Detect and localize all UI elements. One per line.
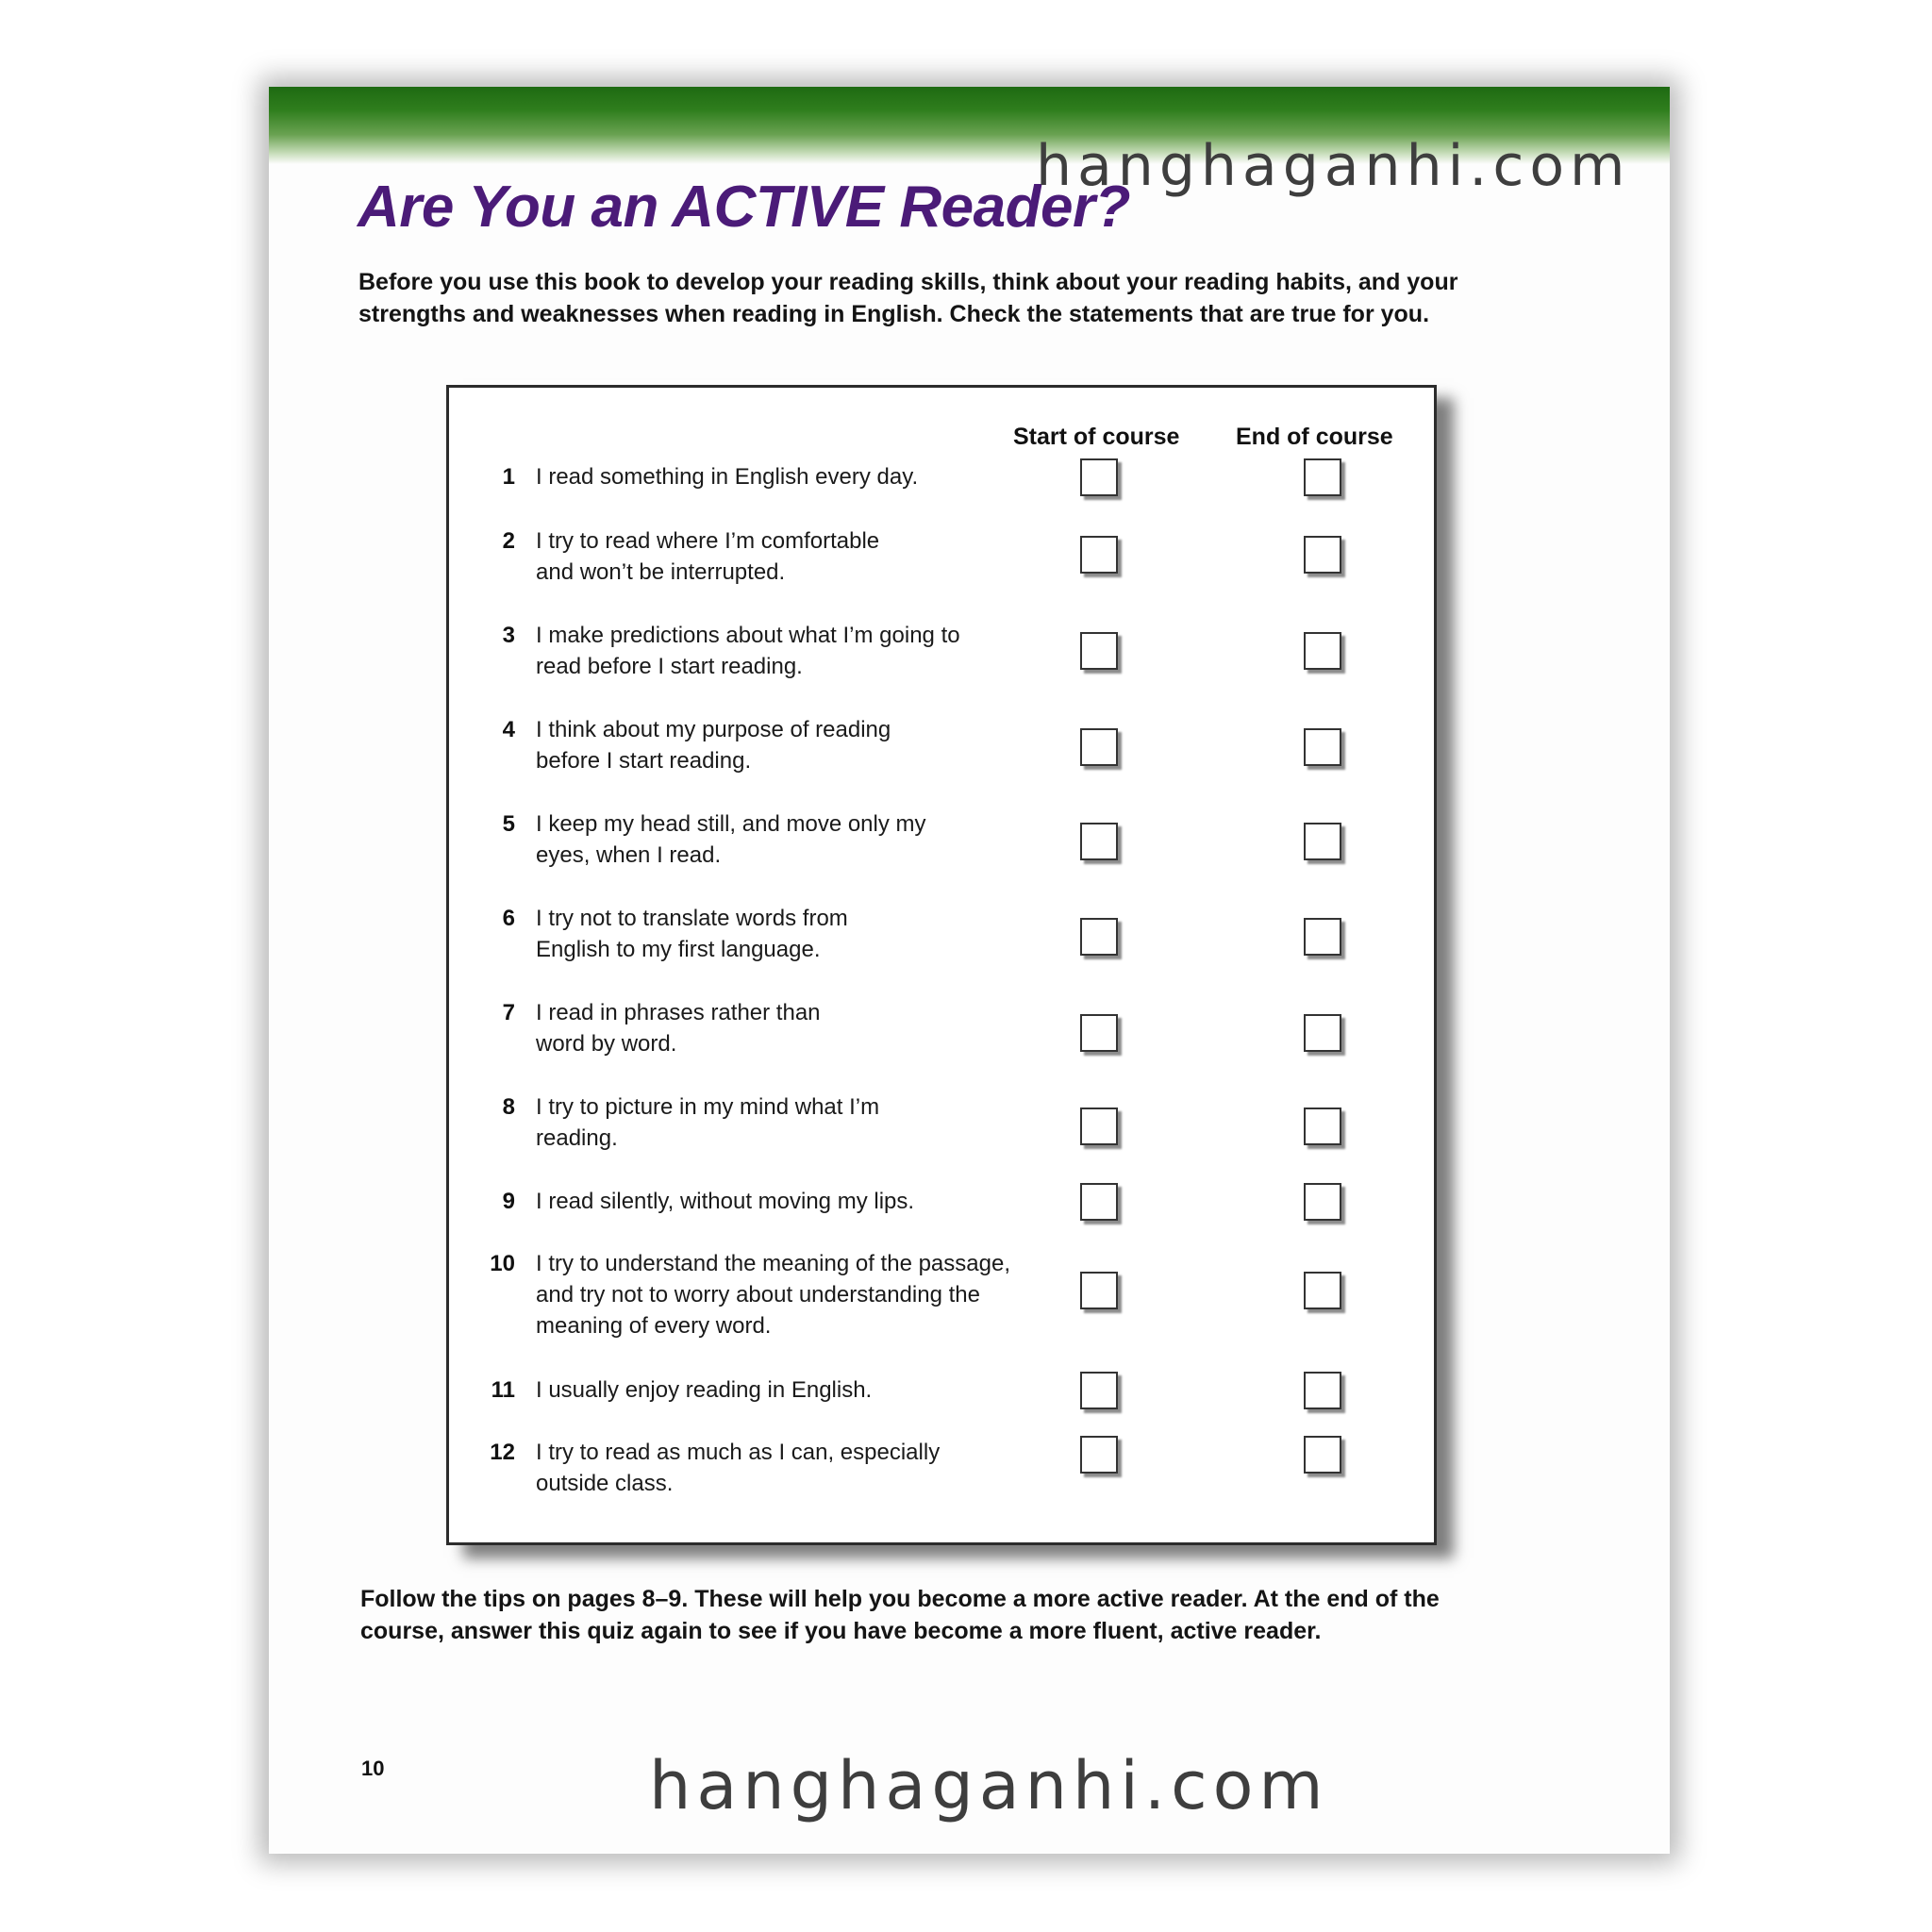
item-statement: I try to understand the meaning of the passage, and try not to worry about understanding the meaning of every word.: [536, 1251, 1010, 1339]
item-statement: I try to read where I’m comfortable and won’t be interrupted.: [536, 528, 880, 585]
item-number: 5: [502, 811, 515, 837]
footer-text: Follow the tips on pages 8–9. These will help you become a more active reader. At the end of the course, answer this quiz again to see if you have become a more fluent, active reader.: [360, 1586, 1440, 1644]
item-statement: I try to picture in my mind what I’m reading.: [536, 1094, 880, 1151]
end-of-course-checkbox[interactable]: [1304, 1272, 1341, 1309]
start-of-course-checkbox[interactable]: [1080, 1183, 1118, 1221]
item-number: 2: [502, 528, 515, 554]
start-of-course-checkbox[interactable]: [1080, 823, 1118, 860]
start-of-course-checkbox[interactable]: [1080, 1108, 1118, 1145]
item-number: 6: [502, 906, 515, 931]
page-number: 10: [361, 1757, 385, 1780]
item-number: 8: [502, 1094, 515, 1120]
item-number: 10: [490, 1251, 515, 1276]
item-number: 9: [502, 1189, 515, 1214]
intro-text: Before you use this book to develop your reading skills, think about your reading habits, and your strengths and weaknesses when reading in English. Check the statements that are true for you.: [358, 269, 1458, 327]
start-of-course-checkbox[interactable]: [1080, 458, 1118, 496]
start-of-course-checkbox[interactable]: [1080, 1436, 1118, 1474]
item-number: 1: [502, 464, 515, 490]
watermark-bottom: hanghaganhi.com: [649, 1747, 1329, 1824]
item-statement: I read in phrases rather than word by word.: [536, 1000, 821, 1057]
item-statement: I read something in English every day.: [536, 464, 919, 490]
end-of-course-checkbox[interactable]: [1304, 1183, 1341, 1221]
end-of-course-checkbox[interactable]: [1304, 823, 1341, 860]
start-of-course-checkbox[interactable]: [1080, 1372, 1118, 1409]
quiz-box: [446, 385, 1437, 1545]
item-statement: I read silently, without moving my lips.: [536, 1189, 915, 1214]
end-of-course-checkbox[interactable]: [1304, 728, 1341, 766]
watermark-top: hanghaganhi.com: [1036, 133, 1631, 199]
item-number: 3: [502, 623, 515, 648]
end-of-course-checkbox[interactable]: [1304, 1372, 1341, 1409]
start-of-course-checkbox[interactable]: [1080, 918, 1118, 956]
start-of-course-checkbox[interactable]: [1080, 536, 1118, 574]
end-of-course-checkbox[interactable]: [1304, 632, 1341, 670]
book-page: [269, 87, 1670, 1854]
page-title: Are You an ACTIVE Reader?: [358, 175, 1130, 240]
start-of-course-checkbox[interactable]: [1080, 1014, 1118, 1052]
item-statement: I try to read as much as I can, especially outside class.: [536, 1440, 941, 1496]
column-header-start: Start of course: [1013, 424, 1180, 450]
item-statement: I keep my head still, and move only my eyes, when I read.: [536, 811, 926, 868]
item-statement: I try not to translate words from English to my first language.: [536, 906, 848, 962]
item-statement: I think about my purpose of reading before I start reading.: [536, 717, 891, 774]
end-of-course-checkbox[interactable]: [1304, 458, 1341, 496]
end-of-course-checkbox[interactable]: [1304, 1436, 1341, 1474]
item-number: 4: [502, 717, 515, 742]
item-number: 7: [502, 1000, 515, 1025]
start-of-course-checkbox[interactable]: [1080, 632, 1118, 670]
end-of-course-checkbox[interactable]: [1304, 918, 1341, 956]
start-of-course-checkbox[interactable]: [1080, 728, 1118, 766]
start-of-course-checkbox[interactable]: [1080, 1272, 1118, 1309]
item-statement: I usually enjoy reading in English.: [536, 1377, 873, 1403]
item-number: 12: [490, 1440, 515, 1465]
end-of-course-checkbox[interactable]: [1304, 1108, 1341, 1145]
end-of-course-checkbox[interactable]: [1304, 1014, 1341, 1052]
end-of-course-checkbox[interactable]: [1304, 536, 1341, 574]
column-header-end: End of course: [1236, 424, 1393, 450]
item-number: 11: [491, 1377, 515, 1403]
item-statement: I make predictions about what I’m going to read before I start reading.: [536, 623, 960, 679]
